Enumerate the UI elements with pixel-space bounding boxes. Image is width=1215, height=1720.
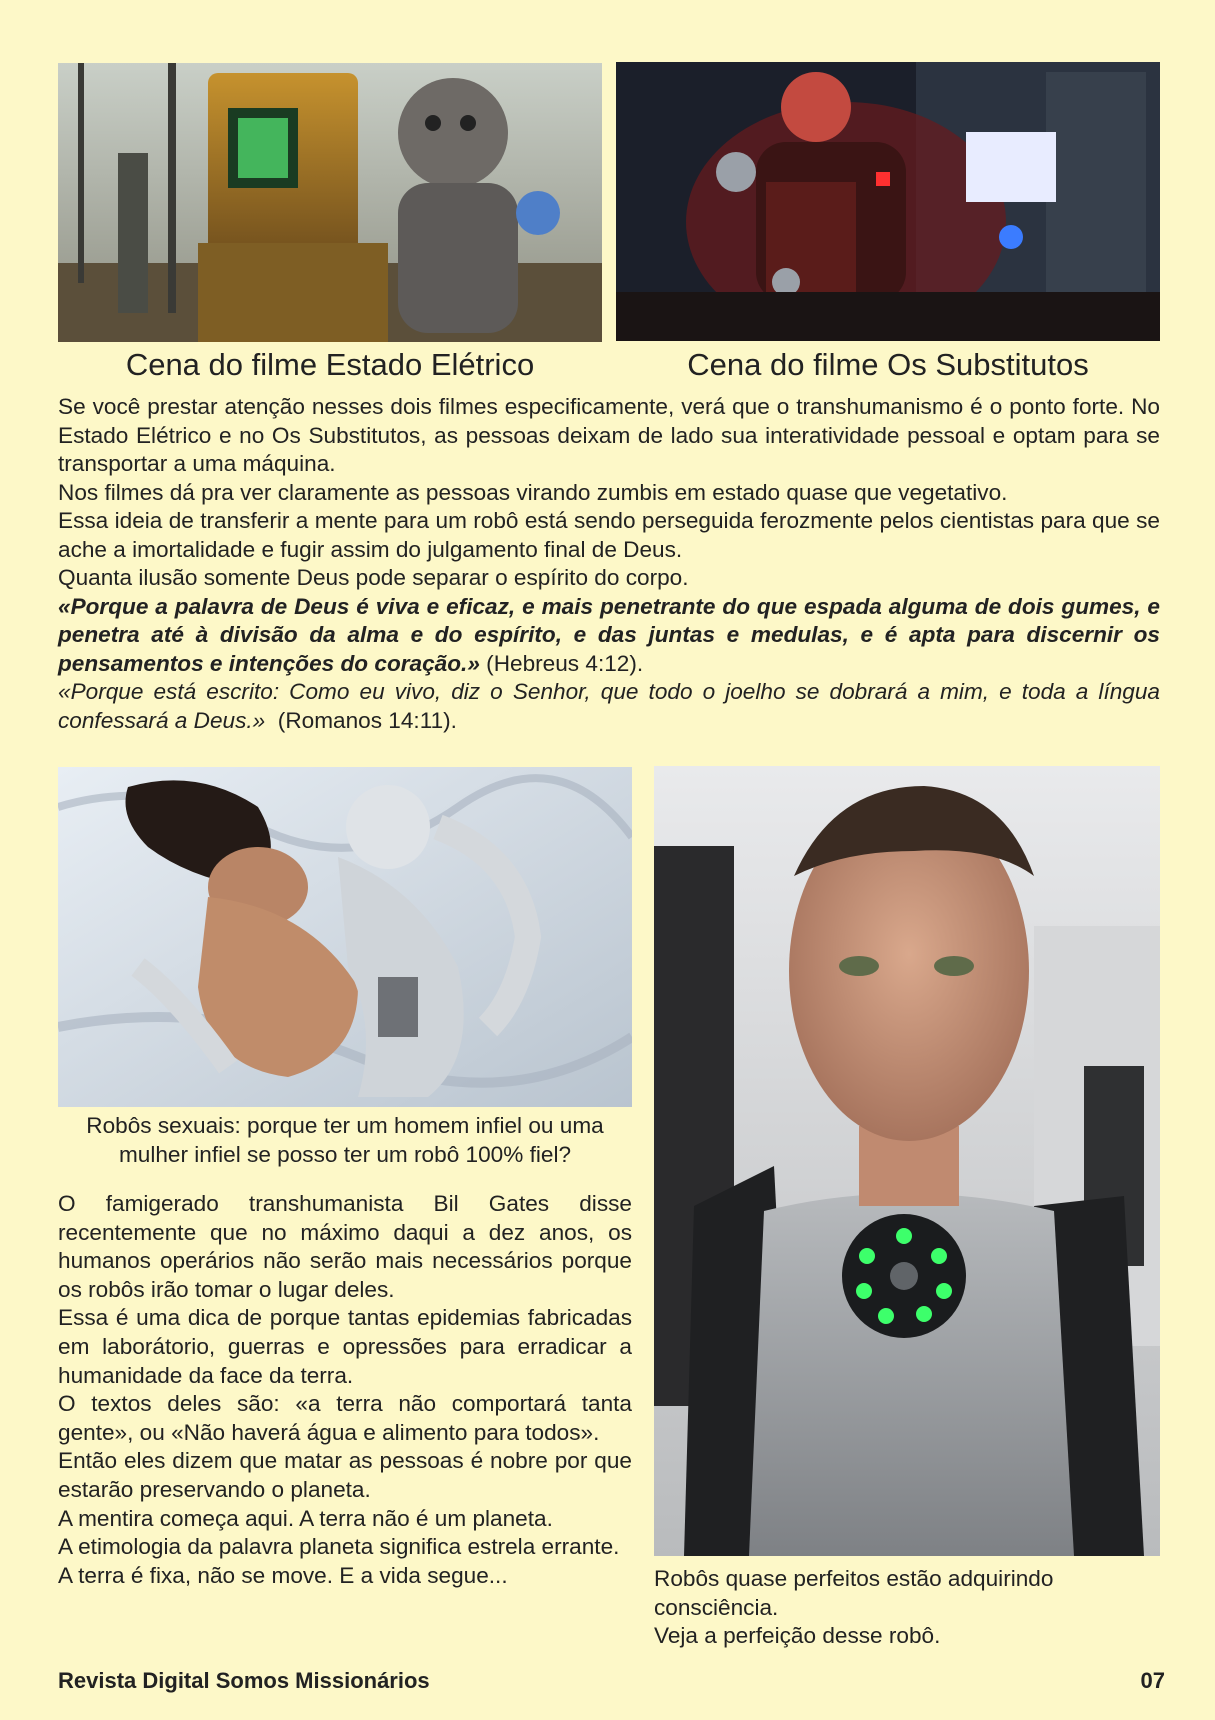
caption-robos-perfeitos (654, 1565, 1160, 1651)
left-column-text (58, 1190, 632, 1590)
article-body (58, 393, 1160, 735)
quote-hebreus-ref: (Hebreus 4:12). (486, 650, 644, 676)
photo-estado-eletrico (58, 63, 602, 342)
quote-romanos-text: «Porque está escrito: Como eu vivo, diz o Senhor, que todo o joelho se dobrará a mim, e toda a língua confessará a Deus.» (58, 679, 1160, 733)
paragraph-imortalidade: Essa ideia de transferir a mente para um robô está sendo perseguida ferozmente pelos cientistas para que se ache a imortalidade e fugir assim do julgamento final de Deus. (58, 508, 1160, 562)
paragraph-textos: O textos deles são: «a terra não comportará tanta gente», ou «Não haverá água e alimento para todos». (58, 1391, 632, 1445)
quote-hebreus (58, 593, 1160, 679)
quote-romanos (58, 678, 1160, 735)
photo-os-substitutos (616, 62, 1160, 341)
paragraph-terra-fixa: A terra é fixa, não se move. E a vida segue... (58, 1562, 508, 1588)
caption-robos-perfeitos-line1: Robôs quase perfeitos estão adquirindo consciência. (654, 1566, 1054, 1620)
paragraph-matar: Então eles dizem que matar as pessoas é nobre por que estarão preservando o planeta. (58, 1448, 632, 1502)
caption-estado-eletrico: Cena do filme Estado Elétrico (125, 347, 535, 382)
quote-romanos-ref: (Romanos 14:11). (277, 707, 457, 733)
paragraph-mentira: A mentira começa aqui. A terra não é um planeta. (58, 1505, 553, 1531)
paragraph-ilusao: Quanta ilusão somente Deus pode separar o espírito do corpo. (58, 565, 689, 590)
footer-page-number: 07 (1140, 1668, 1165, 1693)
paragraph-zumbis: Nos filmes dá pra ver claramente as pessoas virando zumbis em estado quase que vegetativo. (58, 479, 1008, 505)
footer-magazine-title: Revista Digital Somos Missionários (58, 1668, 430, 1693)
photo-robo-humanoide (654, 766, 1160, 1556)
quote-hebreus-text: «Porque a palavra de Deus é viva e eficaz, e mais penetrante do que espada alguma de dois gumes, e penetra até à divisão da alma e do espírito, e das juntas e medulas, e é apta para discernir os pensamentos e intenções do coração.» (58, 593, 1160, 676)
paragraph-epidemias: Essa é uma dica de porque tantas epidemias fabricadas em laborátorio, guerras e opressões para erradicar a humanidade da face da terra. (58, 1305, 632, 1388)
paragraph-etimologia: A etimologia da palavra planeta significa estrela errante. (58, 1534, 620, 1560)
caption-os-substitutos: Cena do filme Os Substitutos (687, 347, 1089, 382)
paragraph-bil-gates: O famigerado transhumanista Bil Gates disse recentemente que no máximo daqui a dez anos, os humanos operários não serão mais necessários porque os robôs irão tomar o lugar deles. (58, 1191, 632, 1302)
caption-robos-sexuais: Robôs sexuais: porque ter um homem infiel ou uma mulher infiel se posso ter um robô 100% fiel? (86, 1113, 604, 1167)
caption-robos-perfeitos-line2: Veja a perfeição desse robô. (654, 1623, 941, 1648)
photo-robo-sexual (58, 767, 632, 1107)
paragraph-transhumanismo: Se você prestar atenção nesses dois filmes especificamente, verá que o transhumanismo é o ponto forte. No Estado Elétrico e no Os Substitutos, as pessoas deixam de lado sua interatividade pessoal e optam para se transportar a uma máquina. (58, 394, 1160, 476)
